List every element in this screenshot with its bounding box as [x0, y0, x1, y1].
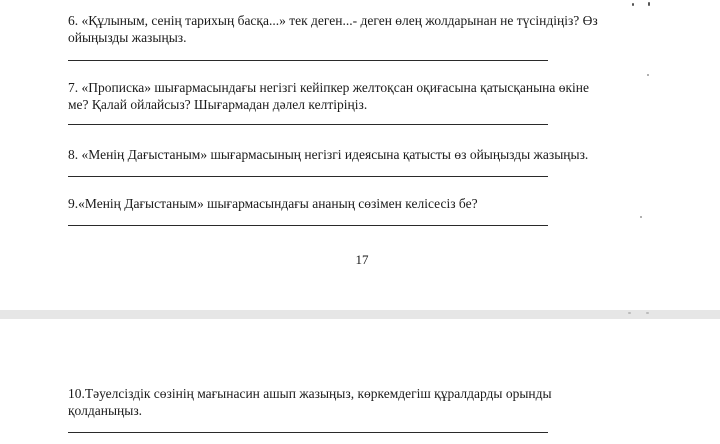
- question-10-line-1: 10.Тәуелсіздік сөзінің мағынасин ашып жазыңыз, көркемдегіш құралдарды орынды: [68, 386, 552, 401]
- answer-line-9[interactable]: [68, 225, 548, 226]
- answer-line-6[interactable]: [68, 60, 548, 61]
- question-10: [68, 385, 658, 419]
- page-separator: [0, 310, 720, 319]
- question-8: [68, 146, 658, 163]
- scan-speck: [628, 312, 631, 314]
- page-number: 17: [355, 252, 369, 267]
- answer-line-7[interactable]: [68, 124, 548, 125]
- page-lower-sheet: [0, 319, 720, 444]
- scan-speck: [646, 312, 649, 314]
- question-7-line-2: ме? Қалай ойлайсыз? Шығармадан дәлел келтіріңіз.: [68, 97, 368, 112]
- scan-speck: [640, 216, 642, 218]
- question-6: [68, 12, 658, 46]
- answer-line-10[interactable]: [68, 432, 548, 433]
- scan-speck: [648, 2, 650, 6]
- question-9: [68, 195, 658, 212]
- question-6-line-1: 6. «Құлыным, сенің тарихың басқа...» тек деген...- деген өлең жолдарынан не түсіндіңіз? Өз: [68, 13, 598, 28]
- question-6-line-2: ойыңызды жазыңыз.: [68, 30, 187, 45]
- scan-speck: [632, 3, 634, 6]
- answer-line-8[interactable]: [68, 176, 548, 177]
- question-7-line-1: 7. «Прописка» шығармасындағы негізгі кейіпкер желтоқсан оқиғасына қатысқанына өкіне: [68, 80, 590, 95]
- question-10-line-2: қолданыңыз.: [68, 403, 143, 418]
- question-9-line-1: 9.«Менің Дағыстаным» шығармасындағы ананың сөзімен келісесіз бе?: [68, 196, 478, 211]
- scan-speck: [647, 74, 649, 76]
- question-7: [68, 79, 658, 113]
- question-8-line-1: 8. «Менің Дағыстаным» шығармасының негізгі идеясына қатысты өз ойыңызды жазыңыз.: [68, 147, 589, 162]
